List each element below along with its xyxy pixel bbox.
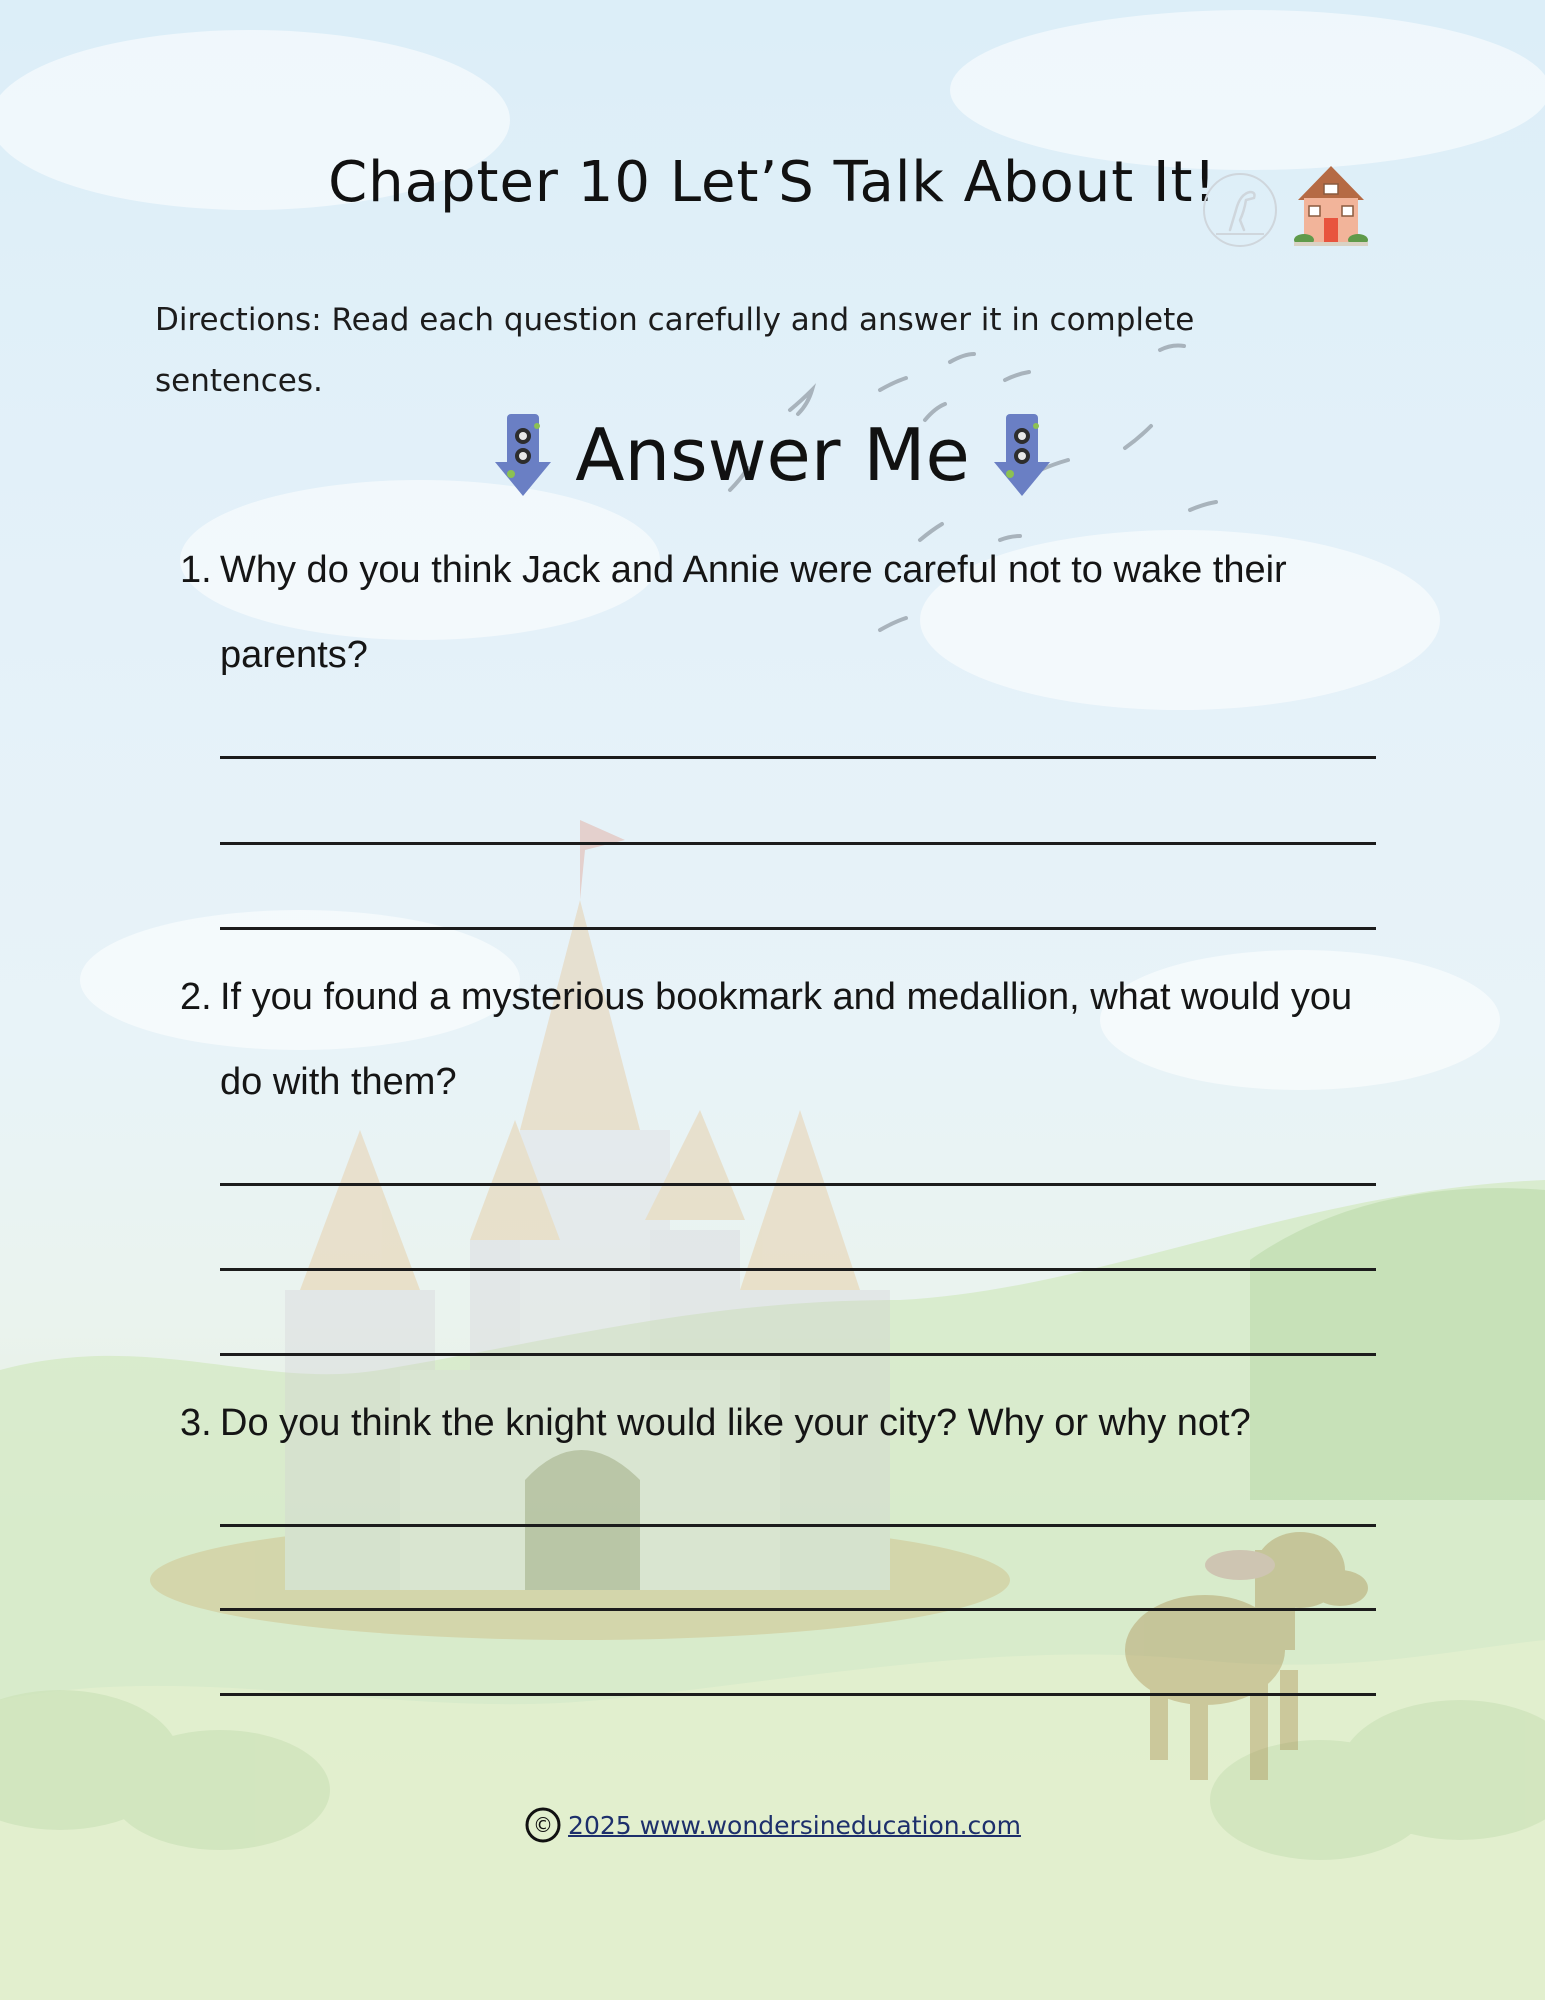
- answer-line[interactable]: [220, 842, 1376, 845]
- section-title: Answer Me: [575, 413, 970, 497]
- question-text: If you found a mysterious bookmark and medallion, what would you do with them?: [220, 976, 1353, 1103]
- question-text: Do you think the knight would like your city? Why or why not?: [220, 1402, 1251, 1444]
- question-number: 2.: [180, 976, 212, 1018]
- question-number: 3.: [180, 1402, 212, 1444]
- footer: [0, 1806, 1545, 1844]
- answer-line[interactable]: [220, 1693, 1376, 1696]
- answer-line[interactable]: [220, 1353, 1376, 1356]
- svg-text:©: ©: [533, 1813, 554, 1837]
- answer-line[interactable]: [220, 1268, 1376, 1271]
- answer-line[interactable]: [220, 756, 1376, 759]
- answer-line[interactable]: [220, 1524, 1376, 1527]
- heron-logo-icon: [1200, 170, 1280, 250]
- down-arrow-icon: [992, 412, 1052, 498]
- worksheet-title: Chapter 10 Let’S Talk About It!: [328, 150, 1217, 215]
- question-number: 1.: [180, 549, 212, 591]
- down-arrow-icon: [493, 412, 553, 498]
- answer-me-header: [0, 405, 1545, 505]
- house-icon: [1290, 160, 1372, 250]
- copyright-icon: [524, 1806, 562, 1844]
- directions-text: Directions: Read each question carefully and answer it in complete sentences.: [155, 302, 1195, 399]
- question-text: Why do you think Jack and Annie were careful not to wake their parents?: [220, 549, 1287, 676]
- answer-line[interactable]: [220, 1608, 1376, 1611]
- website-link[interactable]: 2025 www.wondersineducation.com: [568, 1810, 1021, 1840]
- answer-line[interactable]: [220, 927, 1376, 930]
- answer-line[interactable]: [220, 1183, 1376, 1186]
